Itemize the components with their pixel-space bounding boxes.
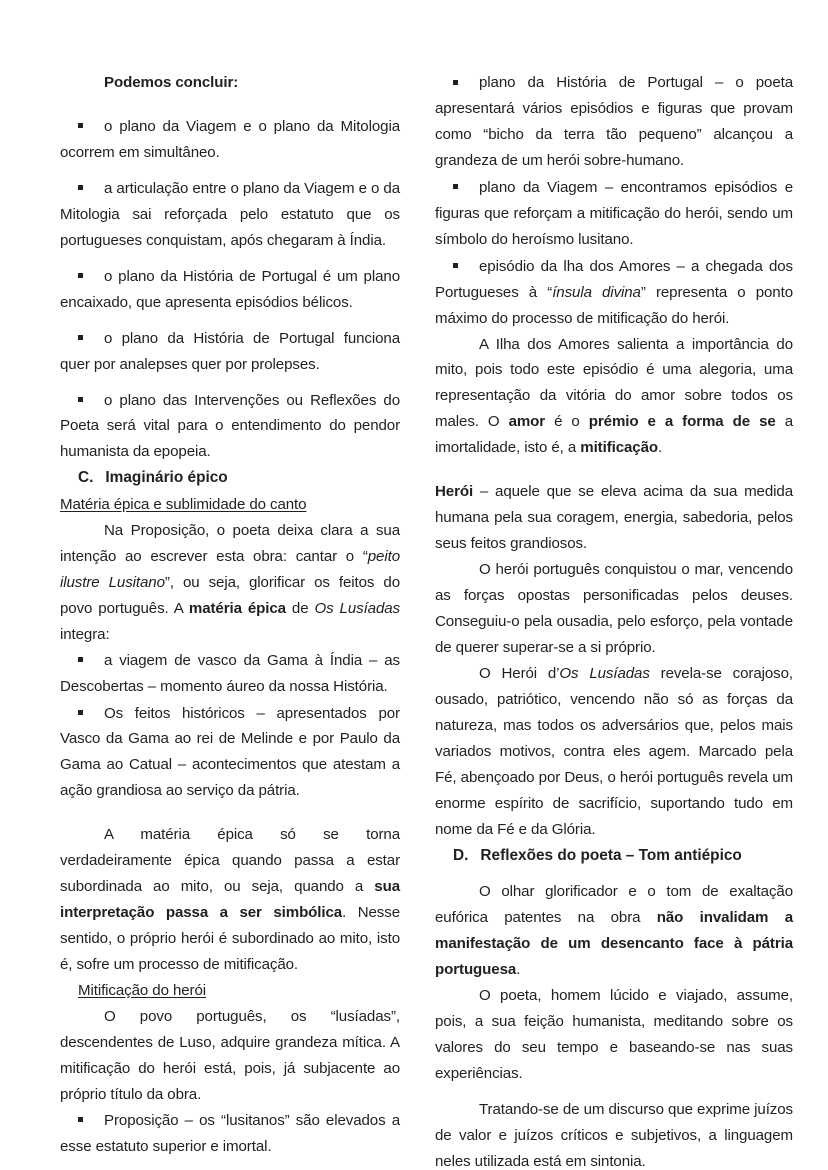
italic-run: Os Lusíadas <box>559 664 650 682</box>
plano-bullet-list <box>435 70 793 332</box>
list-item <box>435 254 793 332</box>
quote-open: “ <box>362 547 368 565</box>
square-bullet-icon <box>78 123 83 128</box>
section-heading-d <box>435 843 793 869</box>
subheading-mitificacao-heroi: Mitificação do herói <box>78 982 207 1000</box>
list-item-text: o plano da História de Portugal é um plano encaixado, que apresenta episódios bélicos. <box>60 267 400 311</box>
list-item <box>60 388 400 466</box>
italic-run: ínsula divina <box>552 283 641 301</box>
text-run: O Herói d’ <box>479 664 560 682</box>
bold-run: prémio e a forma de se <box>588 413 776 431</box>
square-bullet-icon <box>78 185 83 190</box>
list-item <box>435 70 793 174</box>
section-title: Reflexões do poeta – Tom antiépico <box>480 846 742 864</box>
quoted-run: lusíadas <box>335 1007 391 1025</box>
quote-close: ” <box>390 1007 396 1025</box>
text-run: de <box>285 599 315 617</box>
text-run: plano da Viagem – encontramos episódios e figuras que reforçam a mitificação do herói, sendo um símbolo do heroísmo lusitano. <box>435 178 793 248</box>
paragraph-poeta-humanista: O poeta, homem lúcido e viajado, assume, pois, a sua feição humanista, meditando sobre os valores do seu tempo e baseando-se nas suas experiências. <box>435 986 793 1082</box>
paragraph-heroi-lusiadas <box>435 661 793 843</box>
bold-run: matéria épica <box>188 599 286 617</box>
list-item-text: a viagem de vasco da Gama à Índia – as Descobertas – momento áureo da nossa História. <box>60 651 400 695</box>
quote-close: ” <box>696 125 702 143</box>
paragraph-olhar-glorificador <box>435 879 793 983</box>
list-item <box>60 176 400 254</box>
list-item <box>435 175 793 253</box>
bold-run: sua interpretação passa a ser simbólica <box>60 878 400 922</box>
paragraph-heroi-definicao <box>435 479 793 557</box>
italic-run: peito ilustre Lusitano <box>60 547 400 591</box>
text-run: a imortalidade, isto é, a <box>435 413 793 457</box>
list-item <box>60 326 400 378</box>
square-bullet-icon <box>78 273 83 278</box>
list-item <box>60 1108 400 1160</box>
section-letter: C. <box>78 469 94 487</box>
text-run: O olhar glorificador e o tom de exaltação eufórica patentes na obra <box>435 883 793 927</box>
paragraph-materia-simbolica <box>60 822 400 978</box>
text-run: plano da História de Portugal – o poeta apresentará vários episódios e figuras que provam como <box>435 74 793 143</box>
section-title: Imaginário épico <box>105 469 228 487</box>
bold-run: não invalidam a manifestação de um desencanto face à pátria portuguesa <box>435 909 793 978</box>
text-run: são elevados a esse estatuto superior e imortal. <box>60 1111 400 1155</box>
paragraph-discurso: Tratando-se de um discurso que exprime juízos de valor e juízos críticos e subjetivos, a linguagem neles utilizada está em sintonia. <box>435 1100 793 1170</box>
paragraph-povo-portugues <box>60 1004 400 1108</box>
left-column <box>60 70 400 1160</box>
list-item-text: a articulação entre o plano da Viagem e o da Mitologia sai reforçada pelo estatuto que os portugueses conquistam, após chegaram à Índia. <box>60 179 400 249</box>
paragraph-ilha-dos-amores <box>435 332 793 462</box>
square-bullet-icon <box>78 397 83 402</box>
quote-open: “ <box>221 1111 226 1129</box>
text-run: representa o ponto máximo do processo de mitificação do herói. <box>435 283 793 327</box>
list-item <box>60 648 400 700</box>
quoted-run: lusitanos <box>225 1111 285 1129</box>
text-run: episódio da lha dos Amores – a chegada dos Portugueses à <box>435 257 793 301</box>
quote-open: “ <box>330 1007 336 1025</box>
text-run: Na Proposição, o poeta deixa clara a sua intenção ao escrever esta obra: cantar o <box>60 521 400 565</box>
section-heading-c <box>60 465 400 491</box>
two-column-layout <box>60 70 793 1170</box>
text-run: A Ilha dos Amores salienta a importância do mito, pois todo este episódio é uma alegoria, uma representação da vitória do amor sobre todos os males. O <box>435 335 793 431</box>
list-item-text: o plano da Viagem e o plano da Mitologia ocorrem em simultâneo. <box>60 117 400 161</box>
right-column <box>435 70 793 1170</box>
square-bullet-icon <box>453 184 458 189</box>
text-run: . Nesse sentido, o próprio herói é subordinado ao mito, isto é, sofre um processo de mitificação. <box>60 904 400 974</box>
proposicao-bullet-list <box>60 1108 400 1160</box>
italic-run: Os Lusíadas <box>314 599 400 617</box>
list-item <box>60 114 400 166</box>
list-item <box>60 264 400 316</box>
quote-close: ” <box>284 1111 290 1129</box>
text-run: integra: <box>60 625 110 643</box>
text-run: Proposição – os <box>104 1111 222 1129</box>
bold-run: mitificação <box>580 439 659 457</box>
list-item-text: o plano das Intervenções ou Reflexões do Poeta será vital para o entendimento do pendor humanista da epopeia. <box>60 391 400 461</box>
heading-podemos-concluir: Podemos concluir: <box>104 74 239 91</box>
text-run: , descendentes de Luso, adquire grandeza mítica. A mitificação do herói está, pois, já subjacente ao próprio título da obra. <box>60 1007 400 1103</box>
list-item-text: Os feitos históricos – apresentados por Vasco da Gama ao rei de Melinde e por Paulo da Gama ao Catual – acontecimentos que atestam a ação grandiosa ao serviço da pátria. <box>60 704 400 800</box>
bold-run: Herói <box>435 483 474 501</box>
square-bullet-icon <box>78 335 83 340</box>
square-bullet-icon <box>453 80 458 85</box>
conclusion-bullet-list <box>60 114 400 465</box>
paragraph-proposicao <box>60 518 400 648</box>
text-run: A matéria épica só se torna verdadeiramente épica quando passa a estar subordinada ao mito, ou seja, quando a <box>60 826 400 896</box>
quote-close: ” <box>164 573 170 591</box>
bold-run: amor <box>508 413 546 431</box>
list-item <box>60 701 400 805</box>
text-run: é o <box>545 413 589 431</box>
text-run: . <box>516 960 521 978</box>
square-bullet-icon <box>78 710 83 715</box>
text-run: O povo português, os <box>104 1007 331 1025</box>
square-bullet-icon <box>78 657 83 662</box>
quote-open: “ <box>547 283 553 301</box>
square-bullet-icon <box>453 263 458 268</box>
section-letter: D. <box>453 846 469 864</box>
text-run: – aquele que se eleva acima da sua medida humana pela sua coragem, energia, sabedoria, pelos seus feitos grandiosos. <box>435 483 793 553</box>
materia-epica-bullet-list <box>60 648 400 805</box>
list-item-text: o plano da História de Portugal funciona quer por analepses quer por prolepses. <box>60 329 400 373</box>
text-run: . <box>658 439 663 457</box>
square-bullet-icon <box>78 1117 83 1122</box>
quoted-run: bicho da terra tão pequeno <box>488 125 697 143</box>
quote-open: “ <box>483 125 489 143</box>
paragraph-heroi-portugues: O herói português conquistou o mar, vencendo as forças opostas personificadas pelos deuses. Conseguiu-o pela ousadia, pelo esforço, pela vontade de querer superar-se a si próprio. <box>435 561 793 657</box>
text-run: revela-se corajoso, ousado, patriótico, vencendo não só as forças da natureza, mas todos os adversários que, pelos mais variados motivos, contra eles agem. Marcado pela Fé, abençoado por Deus, o herói português revela um enorme espírito de sacrifício, suportando tudo em nome da Fé e da Glória. <box>435 664 793 838</box>
text-run: alcançou a grandeza de um herói sobre-humano. <box>435 125 794 169</box>
text-run: , ou seja, glorificar os feitos do povo português. A <box>60 573 400 617</box>
subheading-materia-epica: Matéria épica e sublimidade do canto <box>60 495 307 513</box>
quote-close: ” <box>640 283 646 301</box>
